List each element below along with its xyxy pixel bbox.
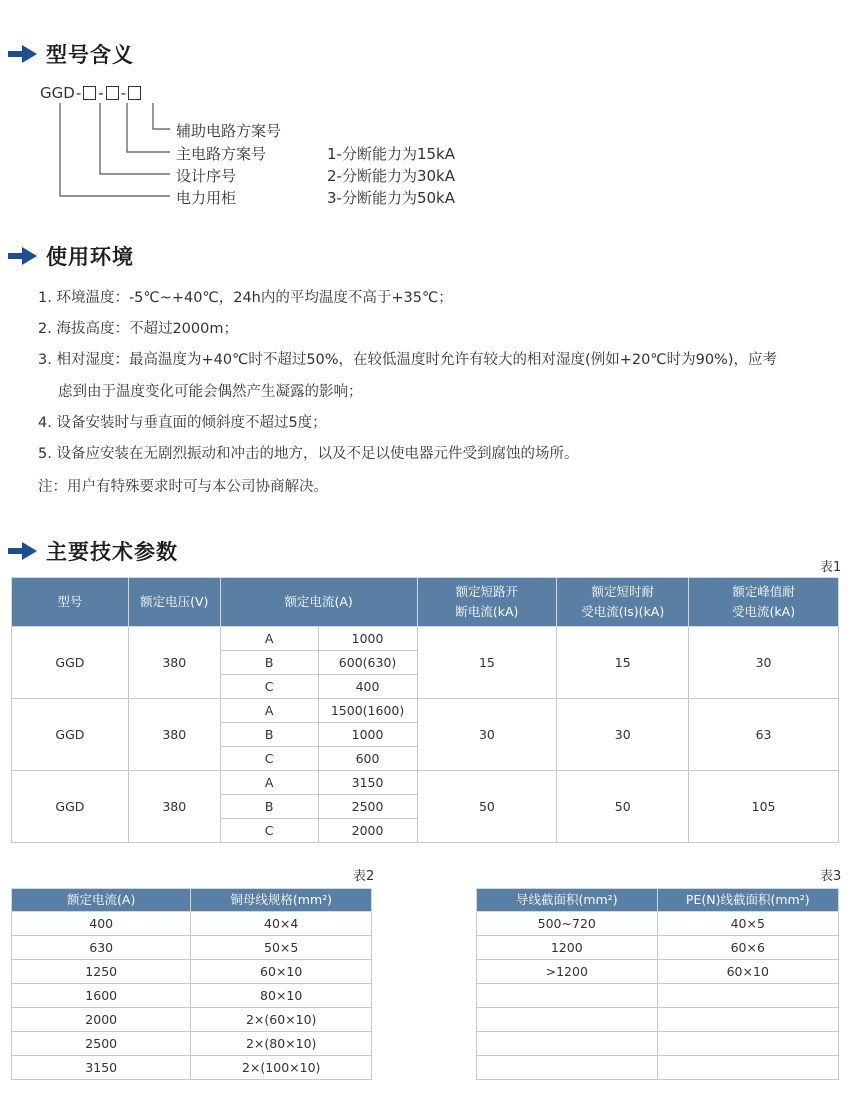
table-cell [657,1032,838,1056]
env-note: 注：用户有特殊要求时可与本公司协商解决。 [38,479,328,495]
table-cell [477,1008,658,1032]
table-row [477,984,839,1008]
table-cell: 2×(100×10) [191,1056,372,1080]
table-cell: 80×10 [191,984,372,1008]
env-item-4: 4. 设备安装时与垂直面的倾斜度不超过5度； [38,415,327,431]
table-row: B 600(630) [12,651,839,675]
env-item-3-cont: 虑到由于温度变化可能会偶然产生凝露的影响； [58,384,363,400]
table-cell: 60×10 [657,960,838,984]
col-header-conductor-area: 导线截面积(mm²) [477,889,658,912]
model-legend-lines [0,0,200,210]
col-header-pe-area: PE(N)线截面积(mm²) [657,889,838,912]
table-row: C 600 [12,747,839,771]
table1-label: 表1 [820,560,842,575]
env-item-5: 5. 设备应安装在无剧烈振动和冲击的地方，以及不足以使电器元件受到腐蚀的场所。 [38,446,579,462]
table-row [477,912,839,936]
section-title-environment: 使用环境 [8,240,134,272]
model-code: GGD - - - [40,84,142,102]
model-prefix: GGD [40,84,75,102]
table-row: B 1000 [12,723,839,747]
table-cell [657,984,838,1008]
table-row [12,1032,372,1056]
table-row [477,960,839,984]
table2-label: 表2 [353,869,375,884]
table-busbar [11,888,372,1080]
table-cell: 1200 [477,936,658,960]
table-cell: 500~720 [477,912,658,936]
table-row: GGD 380 A 3150 50 50 105 [12,771,839,795]
table-row [477,1032,839,1056]
table-cell: 2×(80×10) [191,1032,372,1056]
table-row [12,1008,372,1032]
table3-label: 表3 [820,869,842,884]
legend-aux-circuit: 辅助电路方案号 [176,122,282,140]
table-cell: 2000 [12,1008,191,1032]
table-cell [657,1056,838,1080]
table-cell: 60×6 [657,936,838,960]
table-cell: 50×5 [191,936,372,960]
env-item-2: 2. 海拔高度：不超过2000m； [38,321,238,337]
env-item-1: 1. 环境温度：-5℃~+40℃，24h内的平均温度不高于+35℃； [38,290,453,306]
table-cell: 2×(60×10) [191,1008,372,1032]
table-row [12,912,372,936]
table-cell: 2500 [12,1032,191,1056]
table-cell: 400 [12,912,191,936]
section-title-tech-params: 主要技术参数 [8,535,178,567]
legend-power-cabinet: 电力用柜 [176,189,237,207]
section-title-model: 型号含义 [8,38,134,70]
table-tech-params [11,577,839,843]
table-cell: 40×5 [657,912,838,936]
table-row: B 2500 [12,795,839,819]
option-3: 3-分断能力为50kA [327,189,455,207]
col-header-rated-current: 额定电流(A) [12,889,191,912]
col-header-model: 型号 [12,578,129,627]
table-cell [657,1008,838,1032]
table-cell: >1200 [477,960,658,984]
table-cell: 630 [12,936,191,960]
table-row [12,984,372,1008]
arrow-right-icon [8,247,38,265]
option-1: 1-分断能力为15kA [327,145,455,163]
table-cell: 1600 [12,984,191,1008]
col-header-short-time: 额定短时耐 受电流(Is)(kA) [557,578,689,627]
table-row: C 2000 [12,819,839,843]
table-row [12,936,372,960]
table-row [12,960,372,984]
legend-main-circuit: 主电路方案号 [176,145,267,163]
table-row: GGD 380 A 1000 15 15 30 [12,627,839,651]
table-row [477,936,839,960]
legend-design-no: 设计序号 [176,167,237,185]
table-cell [477,984,658,1008]
option-2: 2-分断能力为30kA [327,167,455,185]
table-row: C 400 [12,675,839,699]
table-row [477,1056,839,1080]
table-cell [477,1032,658,1056]
table-cell: 3150 [12,1056,191,1080]
arrow-right-icon [8,542,38,560]
col-header-peak: 额定峰值耐 受电流(kA) [689,578,839,627]
table-cell [477,1056,658,1080]
table-cross-section [476,888,839,1080]
table-cell: 1250 [12,960,191,984]
table-cell: 40×4 [191,912,372,936]
col-header-current: 额定电流(A) [220,578,417,627]
table-row: GGD 380 A 1500(1600) 30 30 63 [12,699,839,723]
table-row [12,1056,372,1080]
table-row [477,1008,839,1032]
table-cell: 60×10 [191,960,372,984]
col-header-busbar-spec: 铜母线规格(mm²) [191,889,372,912]
col-header-breaking: 额定短路开 断电流(kA) [417,578,557,627]
col-header-voltage: 额定电压(V) [128,578,220,627]
env-item-3: 3. 相对湿度：最高温度为+40℃时不超过50%，在较低温度时允许有较大的相对湿度(例如+20℃时为90%)，应考 [38,352,777,368]
